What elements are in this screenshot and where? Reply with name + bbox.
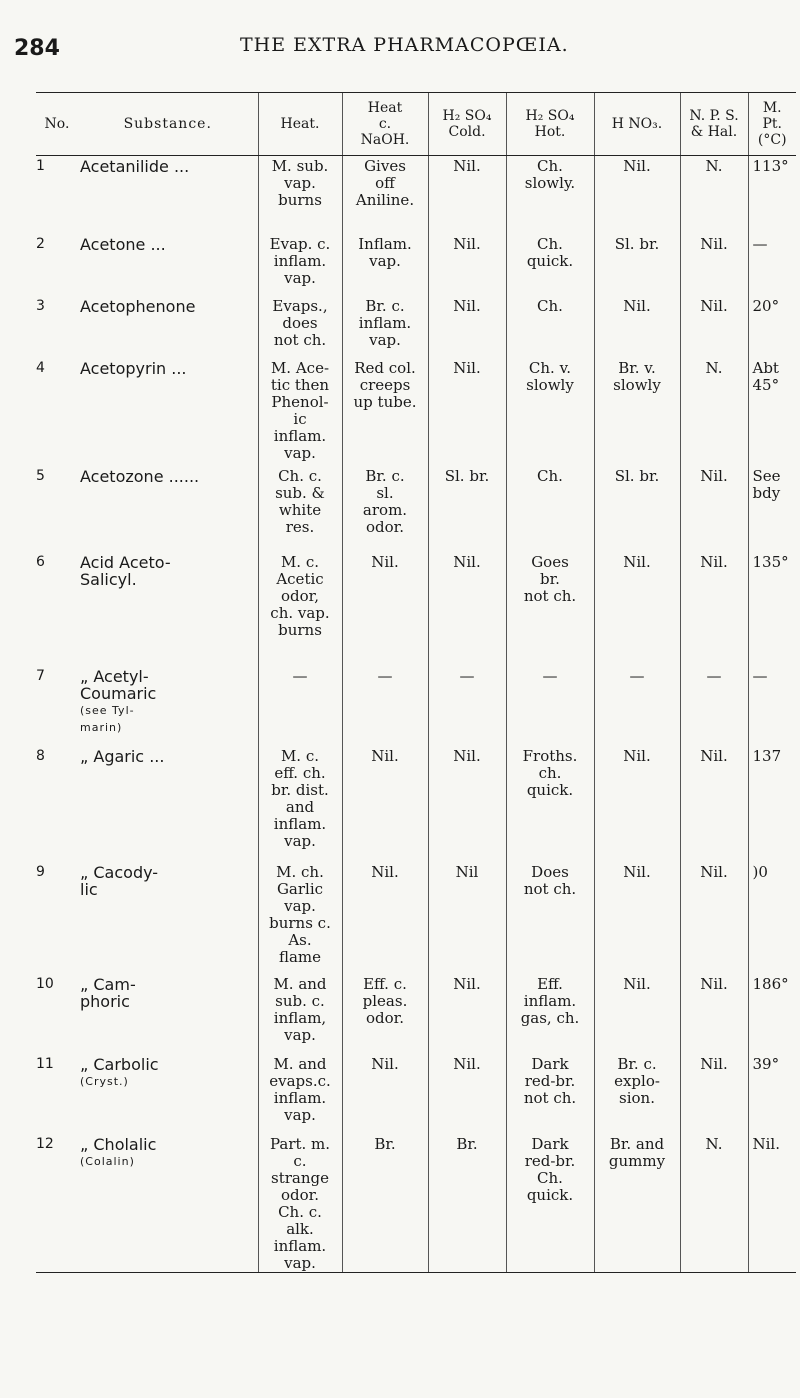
cell-h2so4-hot: Eff. inflam. gas, ch. — [506, 974, 594, 1054]
cell-h2so4-cold: Nil. — [428, 974, 506, 1054]
row-number: 8 — [36, 747, 45, 764]
cell-melting-point: See bdy — [748, 466, 796, 552]
cell-heat: M. c. eff. ch. br. dist. and inflam. vap. — [258, 746, 342, 862]
cell-hno3: Nil. — [594, 746, 680, 862]
cell-heat: M. sub. vap. burns — [258, 156, 342, 234]
cell-heat: Evap. c. inflam. vap. — [258, 234, 342, 296]
cell-hno3: Nil. — [594, 862, 680, 974]
table-row — [36, 156, 796, 234]
cell-nps: Nil. — [680, 552, 748, 666]
cell-naoh: Br. c. inflam. vap. — [342, 296, 428, 358]
table-row — [36, 862, 796, 974]
cell-hno3: Br. v. slowly — [594, 358, 680, 466]
cell-h2so4-hot: Froths. ch. quick. — [506, 746, 594, 862]
cell-h2so4-cold: Nil. — [428, 746, 506, 862]
substance-note: (Colalin) — [80, 1154, 135, 1168]
row-number: 11 — [36, 1055, 54, 1072]
col-header-hno3: H NO₃. — [594, 93, 680, 156]
substance-label: Acetophenone — [80, 296, 196, 316]
row-number: 3 — [36, 297, 45, 314]
substance-name — [78, 552, 258, 666]
substance-label: Acid Aceto- Salicyl. — [80, 552, 171, 589]
col-header-nps: N. P. S. & Hal. — [680, 93, 748, 156]
substance-name — [78, 296, 258, 358]
page-header — [0, 30, 800, 70]
substance-name — [78, 746, 258, 862]
substance-label: „ Carbolic — [80, 1054, 159, 1074]
substance-note: (see Tyl- marin) — [80, 703, 135, 734]
row-number: 12 — [36, 1134, 78, 1273]
cell-naoh: Gives off Aniline. — [342, 156, 428, 234]
cell-naoh: Inflam. vap. — [342, 234, 428, 296]
cell-melting-point: Nil. — [748, 1134, 796, 1273]
col-header-h2so4-cold: H₂ SO₄ Cold. — [428, 93, 506, 156]
table-row — [36, 234, 796, 296]
cell-h2so4-hot: Ch. slowly. — [506, 156, 594, 234]
cell-naoh: Br. c. sl. arom. odor. — [342, 466, 428, 552]
substance-label: „ Cacody- lic — [80, 862, 159, 899]
substance-name — [78, 1054, 258, 1134]
cell-naoh: Nil. — [342, 746, 428, 862]
cell-hno3: Nil. — [594, 974, 680, 1054]
cell-nps: Nil. — [680, 296, 748, 358]
substance-label: Acetopyrin ... — [80, 358, 187, 378]
cell-h2so4-cold: Nil. — [428, 358, 506, 466]
cell-nps: Nil. — [680, 234, 748, 296]
substance-label: „ Agaric ... — [80, 746, 165, 766]
cell-naoh: Eff. c. pleas. odor. — [342, 974, 428, 1054]
cell-nps: N. — [680, 358, 748, 466]
table-row — [36, 358, 796, 466]
cell-h2so4-cold: Nil. — [428, 1054, 506, 1134]
cell-h2so4-cold: Nil. — [428, 234, 506, 296]
running-title: THE EXTRA PHARMACOPŒIA. — [240, 34, 569, 56]
table-row — [36, 296, 796, 358]
substance-name — [78, 358, 258, 466]
row-number: 5 — [36, 467, 45, 484]
cell-nps: Nil. — [680, 862, 748, 974]
cell-nps: — — [680, 666, 748, 746]
substance-label: Acetanilide ... — [80, 157, 190, 176]
cell-h2so4-hot: Dark red-br. not ch. — [506, 1054, 594, 1134]
cell-hno3: Nil. — [594, 156, 680, 234]
col-header-mp: M. Pt. (°C) — [748, 93, 796, 156]
page-number: 284 — [14, 36, 60, 61]
substance-name — [78, 156, 258, 234]
row-number: 7 — [36, 667, 45, 684]
cell-melting-point: 186° — [748, 974, 796, 1054]
table-header-row — [36, 93, 796, 156]
cell-nps: Nil. — [680, 1054, 748, 1134]
table-row — [36, 1134, 796, 1273]
row-number: 2 — [36, 235, 45, 252]
cell-naoh: Nil. — [342, 552, 428, 666]
cell-naoh: Nil. — [342, 862, 428, 974]
substance-label: Acetone ... — [80, 234, 166, 254]
cell-melting-point: 39° — [748, 1054, 796, 1134]
col-header-naoh: Heat c. NaOH. — [342, 93, 428, 156]
table-row — [36, 666, 796, 746]
col-header-no: No. — [36, 93, 78, 156]
cell-hno3: Br. and gummy — [594, 1134, 680, 1273]
cell-heat: M. ch. Garlic vap. burns c. As. flame — [258, 862, 342, 974]
substance-name — [78, 234, 258, 296]
cell-h2so4-cold: Nil — [428, 862, 506, 974]
cell-hno3: Br. c. explo- sion. — [594, 1054, 680, 1134]
cell-hno3: Nil. — [594, 296, 680, 358]
cell-h2so4-hot: Ch. v. slowly — [506, 358, 594, 466]
row-number: 10 — [36, 975, 54, 992]
row-number: 1 — [36, 158, 45, 174]
cell-h2so4-hot: Ch. — [506, 466, 594, 552]
cell-nps: N. — [680, 1134, 748, 1273]
substance-label: Acetozone ...... — [80, 466, 200, 486]
row-number: 6 — [36, 553, 45, 570]
cell-heat: M. Ace- tic then Phenol- ic inflam. vap. — [258, 358, 342, 466]
cell-nps: Nil. — [680, 746, 748, 862]
cell-nps: Nil. — [680, 466, 748, 552]
cell-naoh: Nil. — [342, 1054, 428, 1134]
cell-heat: Ch. c. sub. & white res. — [258, 466, 342, 552]
cell-hno3: Sl. br. — [594, 234, 680, 296]
table-row — [36, 1054, 796, 1134]
substance-note: (Cryst.) — [80, 1074, 129, 1088]
cell-nps: Nil. — [680, 974, 748, 1054]
cell-heat: M. and evaps.c. inflam. vap. — [258, 1054, 342, 1134]
row-number: 9 — [36, 863, 45, 880]
col-header-h2so4-hot: H₂ SO₄ Hot. — [506, 93, 594, 156]
substance-name — [78, 466, 258, 552]
substance-name — [78, 974, 258, 1054]
table-row — [36, 746, 796, 862]
col-header-heat: Heat. — [258, 93, 342, 156]
reagent-reaction-table — [36, 92, 796, 1273]
substance-label: „ Cam- phoric — [80, 974, 136, 1011]
cell-h2so4-cold: — — [428, 666, 506, 746]
cell-melting-point: )0 — [748, 862, 796, 974]
cell-h2so4-cold: Nil. — [428, 156, 506, 234]
cell-naoh: Br. — [342, 1134, 428, 1273]
substance-label: „ Acetyl- Coumaric — [80, 666, 157, 703]
cell-naoh: Red col. creeps up tube. — [342, 358, 428, 466]
row-number: 4 — [36, 359, 45, 376]
cell-melting-point: 20° — [748, 296, 796, 358]
cell-naoh: — — [342, 666, 428, 746]
cell-heat: Part. m. c. strange odor. Ch. c. alk. inflam. vap. — [258, 1134, 342, 1273]
cell-h2so4-hot: — — [506, 666, 594, 746]
cell-hno3: Nil. — [594, 552, 680, 666]
substance-name — [78, 1134, 258, 1273]
cell-heat: M. c. Acetic odor, ch. vap. burns — [258, 552, 342, 666]
cell-h2so4-hot: Does not ch. — [506, 862, 594, 974]
table-row — [36, 466, 796, 552]
cell-melting-point: 135° — [748, 552, 796, 666]
cell-h2so4-cold: Nil. — [428, 552, 506, 666]
table-body — [36, 156, 796, 1273]
table-row — [36, 974, 796, 1054]
cell-melting-point: — — [748, 666, 796, 746]
cell-heat: M. and sub. c. inflam, vap. — [258, 974, 342, 1054]
cell-hno3: — — [594, 666, 680, 746]
cell-nps: N. — [680, 156, 748, 234]
cell-h2so4-cold: Sl. br. — [428, 466, 506, 552]
cell-hno3: Sl. br. — [594, 466, 680, 552]
cell-h2so4-cold: Nil. — [428, 296, 506, 358]
cell-melting-point: 137 — [748, 746, 796, 862]
cell-h2so4-hot: Ch. — [506, 296, 594, 358]
cell-melting-point: — — [748, 234, 796, 296]
cell-heat: — — [258, 666, 342, 746]
cell-h2so4-hot: Dark red-br. Ch. quick. — [506, 1134, 594, 1273]
cell-h2so4-cold: Br. — [428, 1134, 506, 1273]
substance-name — [78, 862, 258, 974]
cell-h2so4-hot: Ch. quick. — [506, 234, 594, 296]
col-header-substance: Substance. — [78, 93, 258, 156]
cell-melting-point: Abt 45° — [748, 358, 796, 466]
cell-melting-point: 113° — [748, 156, 796, 234]
substance-label: „ Cholalic — [80, 1134, 157, 1154]
table-row — [36, 552, 796, 666]
cell-h2so4-hot: Goes br. not ch. — [506, 552, 594, 666]
cell-heat: Evaps., does not ch. — [258, 296, 342, 358]
substance-name — [78, 666, 258, 746]
